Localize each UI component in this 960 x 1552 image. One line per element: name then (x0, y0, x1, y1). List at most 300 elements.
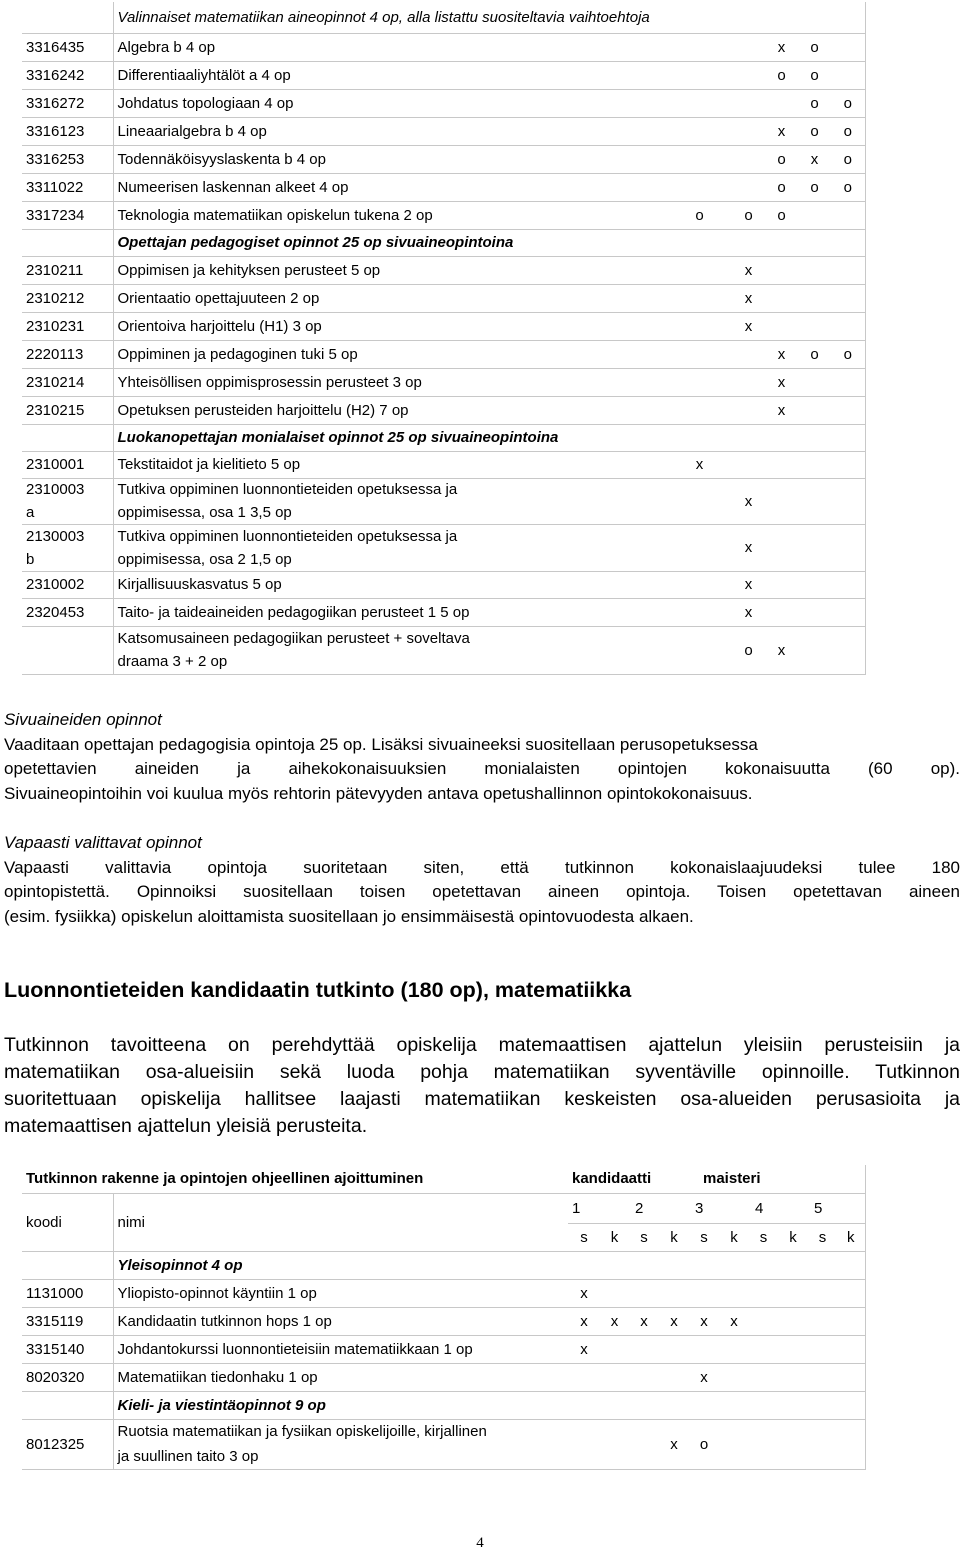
mark (778, 1419, 808, 1469)
mark: o (798, 89, 831, 117)
course-code: 3316272 (22, 89, 113, 117)
mark: x (568, 1335, 600, 1363)
mark (629, 1335, 659, 1363)
mark (831, 61, 865, 89)
course-code: 2310001 (22, 451, 113, 478)
nimi-header: nimi (113, 1193, 568, 1251)
mark: x (765, 368, 798, 396)
mark (837, 1419, 865, 1469)
course-code: 2310211 (22, 256, 113, 284)
mark (637, 368, 667, 396)
mark (637, 312, 667, 340)
mark (831, 312, 865, 340)
mark (837, 1307, 865, 1335)
section-title: Valinnaiset matematiikan aineopinnot 4 op, alla listattu suositeltavia vaihtoehtoja (113, 2, 865, 33)
mark (831, 598, 865, 626)
table-title-row (22, 1165, 865, 1193)
section-header-row (22, 1391, 865, 1419)
mark (607, 524, 637, 571)
mark (765, 478, 798, 524)
section-header-row (22, 424, 865, 451)
mark (659, 1279, 689, 1307)
mark: x (732, 524, 765, 571)
course-name: Tutkiva oppiminen luonnontieteiden opetuksessa ja oppimisessa, osa 1 3,5 op (113, 478, 577, 524)
mark: o (831, 340, 865, 368)
course-code: 2310214 (22, 368, 113, 396)
mark (798, 524, 831, 571)
mark (837, 1335, 865, 1363)
term: s (808, 1223, 837, 1251)
mark (798, 396, 831, 424)
mark: x (732, 312, 765, 340)
mark (765, 451, 798, 478)
mark (607, 478, 637, 524)
mark: o (831, 89, 865, 117)
table-row (22, 1363, 865, 1391)
mark (607, 368, 637, 396)
paragraph-line: matemaattisen ajattelun yleisiä perusteita. (4, 1115, 368, 1137)
mark (798, 368, 831, 396)
mark (629, 1279, 659, 1307)
course-name: Kandidaatin tutkinnon hops 1 op (113, 1307, 568, 1335)
mark: x (732, 598, 765, 626)
mark (637, 524, 667, 571)
mark: x (568, 1279, 600, 1307)
course-code: 8012325 (22, 1419, 113, 1469)
term: s (689, 1223, 719, 1251)
vapaasti-section (4, 831, 960, 929)
mark (577, 312, 607, 340)
mark (577, 256, 607, 284)
mark (837, 1363, 865, 1391)
paragraph-line: suoritettuaan opiskelija hallitsee laajasti matematiikan keskeisten osa-alueiden perusasioita ja (4, 1088, 960, 1110)
mark: o (667, 201, 732, 229)
mark (577, 117, 607, 145)
mark (667, 312, 732, 340)
table-row (22, 1335, 865, 1363)
koodi-header: koodi (22, 1193, 113, 1251)
section-title: Vapaasti valittavat opinnot (4, 833, 202, 852)
mark (659, 1335, 689, 1363)
course-name: Kirjallisuuskasvatus 5 op (113, 571, 577, 598)
mark (637, 478, 667, 524)
course-name: Lineaarialgebra b 4 op (113, 117, 577, 145)
mark: o (798, 61, 831, 89)
mark (689, 1335, 719, 1363)
mark (637, 340, 667, 368)
mark (808, 1363, 837, 1391)
mark (667, 571, 732, 598)
table-row (22, 571, 865, 598)
mark (765, 598, 798, 626)
year-4: 4 (749, 1193, 808, 1223)
paragraph-line: matematiikan osa-alueisiin sekä luoda pohja matematiikan syventäville opinnoille. Tutkinnon (4, 1061, 960, 1083)
mark: o (831, 117, 865, 145)
paragraph-line: Vaaditaan opettajan pedagogisia opintoja 25 op. Lisäksi sivuaineeksi suositellaan perusopetuksessa (4, 734, 758, 754)
mark (831, 478, 865, 524)
mark (798, 626, 831, 674)
mark (600, 1335, 629, 1363)
mark (667, 478, 732, 524)
mark: x (765, 117, 798, 145)
term: k (600, 1223, 629, 1251)
mark: o (765, 173, 798, 201)
mark (719, 1335, 749, 1363)
course-name: Johdatus topologiaan 4 op (113, 89, 577, 117)
table-row (22, 256, 865, 284)
term: k (778, 1223, 808, 1251)
mark (637, 284, 667, 312)
course-name: Todennäköisyyslaskenta b 4 op (113, 145, 577, 173)
mark (607, 145, 637, 173)
mark: o (765, 201, 798, 229)
mark (607, 33, 637, 61)
paragraph-line: (esim. fysiikka) opiskelun aloittamista suositellaan jo ensimmäisestä opintovuodesta alkaen. (4, 906, 694, 926)
mark: o (732, 201, 765, 229)
course-code: 2310212 (22, 284, 113, 312)
sivuaine-section (4, 708, 960, 806)
paragraph-line: opintopistettä. Opinnoiksi suositellaan toisen opetettavan aineen opintoja. Toisen opetettavan aineen (4, 882, 960, 901)
mark (749, 1363, 778, 1391)
course-code: 2310003 a (22, 478, 113, 524)
course-code: 2320453 (22, 598, 113, 626)
mark: o (798, 340, 831, 368)
mark (607, 571, 637, 598)
mark (689, 1279, 719, 1307)
mark (607, 598, 637, 626)
mark (837, 1279, 865, 1307)
mark (607, 626, 637, 674)
mark (732, 89, 765, 117)
mark: o (798, 33, 831, 61)
mark (719, 1363, 749, 1391)
mark (732, 33, 765, 61)
mark (637, 451, 667, 478)
mark (667, 256, 732, 284)
course-name: Matematiikan tiedonhaku 1 op (113, 1363, 568, 1391)
course-name: Teknologia matematiikan opiskelun tukena 2 op (113, 201, 577, 229)
course-name: Algebra b 4 op (113, 33, 577, 61)
course-code (22, 626, 113, 674)
mark: x (798, 145, 831, 173)
section-title: Kieli- ja viestintäopinnot 9 op (113, 1391, 865, 1419)
mark (765, 524, 798, 571)
mark (831, 524, 865, 571)
page-number: 4 (476, 1535, 484, 1551)
table-row (22, 598, 865, 626)
table-title: Tutkinnon rakenne ja opintojen ohjeellinen ajoittuminen (22, 1165, 568, 1193)
mark (637, 61, 667, 89)
mark (732, 173, 765, 201)
mark (667, 626, 732, 674)
mark (831, 201, 865, 229)
table-row (22, 145, 865, 173)
mark (798, 598, 831, 626)
mark: x (732, 256, 765, 284)
mark: o (765, 145, 798, 173)
mark (637, 89, 667, 117)
mark (765, 571, 798, 598)
mark (808, 1279, 837, 1307)
course-name: Oppimisen ja kehityksen perusteet 5 op (113, 256, 577, 284)
term: s (568, 1223, 600, 1251)
table-row (22, 201, 865, 229)
mark: x (765, 626, 798, 674)
mark (667, 173, 732, 201)
mark (808, 1419, 837, 1469)
mark (765, 284, 798, 312)
course-name: Yhteisöllisen oppimisprosessin perusteet 3 op (113, 368, 577, 396)
section-header-row (22, 229, 865, 256)
mark (607, 117, 637, 145)
mark (577, 524, 607, 571)
mark (577, 368, 607, 396)
mark: o (798, 173, 831, 201)
course-code: 1131000 (22, 1279, 113, 1307)
year-5: 5 (808, 1193, 865, 1223)
mark (749, 1307, 778, 1335)
table-row (22, 33, 865, 61)
mark (637, 33, 667, 61)
course-name: Taito- ja taideaineiden pedagogiikan perusteet 1 5 op (113, 598, 577, 626)
mark (577, 145, 607, 173)
maisteri-header: maisteri (689, 1165, 865, 1193)
mark (732, 117, 765, 145)
course-code: 3316123 (22, 117, 113, 145)
mark (629, 1363, 659, 1391)
section-title: Yleisopinnot 4 op (113, 1251, 865, 1279)
mark (732, 61, 765, 89)
mark (778, 1335, 808, 1363)
mark (798, 312, 831, 340)
mark (659, 1363, 689, 1391)
mark (600, 1279, 629, 1307)
table-row (22, 368, 865, 396)
table-row (22, 478, 865, 524)
mark (732, 396, 765, 424)
table-row (22, 396, 865, 424)
mark (798, 201, 831, 229)
mark (637, 396, 667, 424)
mark (667, 524, 732, 571)
course-code: 3316253 (22, 145, 113, 173)
mark (749, 1419, 778, 1469)
mark (667, 284, 732, 312)
mark (732, 451, 765, 478)
mark: x (765, 340, 798, 368)
mark (831, 368, 865, 396)
mark (798, 571, 831, 598)
course-name: Orientaatio opettajuuteen 2 op (113, 284, 577, 312)
table-row (22, 312, 865, 340)
course-code: 2310002 (22, 571, 113, 598)
mark (667, 145, 732, 173)
mark: x (600, 1307, 629, 1335)
course-table-2 (22, 1165, 866, 1470)
mark (732, 145, 765, 173)
mark (667, 89, 732, 117)
mark (577, 284, 607, 312)
mark (831, 626, 865, 674)
table-row (22, 89, 865, 117)
mark (798, 478, 831, 524)
table-row (22, 173, 865, 201)
mark: x (719, 1307, 749, 1335)
degree-heading: Luonnontieteiden kandidaatin tutkinto (180 op), matematiikka (4, 978, 632, 1002)
mark (765, 312, 798, 340)
mark: x (765, 396, 798, 424)
section-title: Luokanopettajan monialaiset opinnot 25 op sivuaineopintoina (113, 424, 865, 451)
course-name: Oppiminen ja pedagoginen tuki 5 op (113, 340, 577, 368)
course-name: Differentiaaliyhtälöt a 4 op (113, 61, 577, 89)
term: k (719, 1223, 749, 1251)
year-2: 2 (629, 1193, 689, 1223)
mark (798, 451, 831, 478)
mark: x (659, 1307, 689, 1335)
term: k (659, 1223, 689, 1251)
mark: x (667, 451, 732, 478)
mark (831, 571, 865, 598)
mark: o (798, 117, 831, 145)
paragraph-line: Vapaasti valittavia opintoja suoritetaan siten, että tutkinnon kokonaislaajuudeksi tulee 180 (4, 857, 960, 877)
mark: x (765, 33, 798, 61)
course-code: 3316242 (22, 61, 113, 89)
mark (831, 396, 865, 424)
course-code: 8020320 (22, 1363, 113, 1391)
mark (637, 117, 667, 145)
mark (629, 1419, 659, 1469)
mark (732, 368, 765, 396)
mark (607, 201, 637, 229)
mark (667, 598, 732, 626)
year-3: 3 (689, 1193, 749, 1223)
table-row (22, 451, 865, 478)
mark (719, 1279, 749, 1307)
mark (577, 571, 607, 598)
mark: o (689, 1419, 719, 1469)
mark (607, 451, 637, 478)
mark (667, 33, 732, 61)
intro-paragraph (4, 1032, 960, 1140)
course-name: Tutkiva oppiminen luonnontieteiden opetuksessa ja oppimisessa, osa 2 1,5 op (113, 524, 577, 571)
mark (637, 173, 667, 201)
mark (749, 1279, 778, 1307)
mark (600, 1419, 629, 1469)
mark (577, 201, 607, 229)
section-title: Sivuaineiden opinnot (4, 710, 162, 729)
mark (765, 89, 798, 117)
paragraph-line: Sivuaineopintoihin voi kuulua myös rehtorin pätevyyden antava opetushallinnon opintokokonaisuus. (4, 783, 753, 803)
course-table-1 (22, 2, 866, 675)
course-code: 2310215 (22, 396, 113, 424)
mark (831, 451, 865, 478)
mark (577, 598, 607, 626)
years-row (22, 1193, 865, 1223)
mark (637, 256, 667, 284)
kandidaatti-header: kandidaatti (568, 1165, 689, 1193)
course-code: 3315119 (22, 1307, 113, 1335)
course-code: 2220113 (22, 340, 113, 368)
mark (600, 1363, 629, 1391)
mark (667, 340, 732, 368)
table-row (22, 1419, 865, 1469)
table-row (22, 524, 865, 571)
mark (808, 1335, 837, 1363)
course-name: Numeerisen laskennan alkeet 4 op (113, 173, 577, 201)
mark (607, 256, 637, 284)
year-1: 1 (568, 1193, 629, 1223)
mark: x (732, 478, 765, 524)
mark (667, 368, 732, 396)
mark (568, 1363, 600, 1391)
mark (719, 1419, 749, 1469)
paragraph-line: Tutkinnon tavoitteena on perehdyttää opiskelija matemaattisen ajattelun yleisiin perusteisiin ja (4, 1034, 960, 1056)
mark (607, 312, 637, 340)
mark (765, 256, 798, 284)
mark: x (732, 571, 765, 598)
section-header-row (22, 2, 865, 33)
mark (607, 61, 637, 89)
term: s (749, 1223, 778, 1251)
mark (577, 340, 607, 368)
course-code: 3317234 (22, 201, 113, 229)
course-code: 2130003 b (22, 524, 113, 571)
course-name: Opetuksen perusteiden harjoittelu (H2) 7 op (113, 396, 577, 424)
term: k (837, 1223, 865, 1251)
mark (637, 626, 667, 674)
mark (577, 89, 607, 117)
mark (568, 1419, 600, 1469)
course-code: 3311022 (22, 173, 113, 201)
mark (667, 396, 732, 424)
mark (778, 1363, 808, 1391)
table-row (22, 117, 865, 145)
table-row (22, 1279, 865, 1307)
course-name: Johdantokurssi luonnontieteisiin matematiikkaan 1 op (113, 1335, 568, 1363)
mark: x (659, 1419, 689, 1469)
mark (667, 61, 732, 89)
mark (577, 626, 607, 674)
mark (577, 478, 607, 524)
section-title: Opettajan pedagogiset opinnot 25 op sivuaineopintoina (113, 229, 865, 256)
course-name: Tekstitaidot ja kielitieto 5 op (113, 451, 577, 478)
mark: x (689, 1363, 719, 1391)
paragraph-line: opetettavien aineiden ja aihekokonaisuuksien monialaisten opintojen kokonaisuutta (60 op). (4, 759, 960, 778)
mark (607, 396, 637, 424)
course-name: Orientoiva harjoittelu (H1) 3 op (113, 312, 577, 340)
mark (637, 145, 667, 173)
mark: o (732, 626, 765, 674)
course-name: Katsomusaineen pedagogiikan perusteet + soveltava draama 3 + 2 op (113, 626, 577, 674)
mark (577, 61, 607, 89)
course-name: Ruotsia matematiikan ja fysiikan opiskelijoille, kirjallinen ja suullinen taito 3 op (113, 1419, 568, 1469)
mark (732, 340, 765, 368)
mark: x (629, 1307, 659, 1335)
term: s (629, 1223, 659, 1251)
mark: o (831, 145, 865, 173)
mark: x (689, 1307, 719, 1335)
table-row (22, 61, 865, 89)
mark (607, 173, 637, 201)
mark (577, 396, 607, 424)
course-code: 2310231 (22, 312, 113, 340)
mark: x (568, 1307, 600, 1335)
mark (831, 284, 865, 312)
mark (607, 89, 637, 117)
mark (577, 451, 607, 478)
course-code: 3315140 (22, 1335, 113, 1363)
course-code: 3316435 (22, 33, 113, 61)
